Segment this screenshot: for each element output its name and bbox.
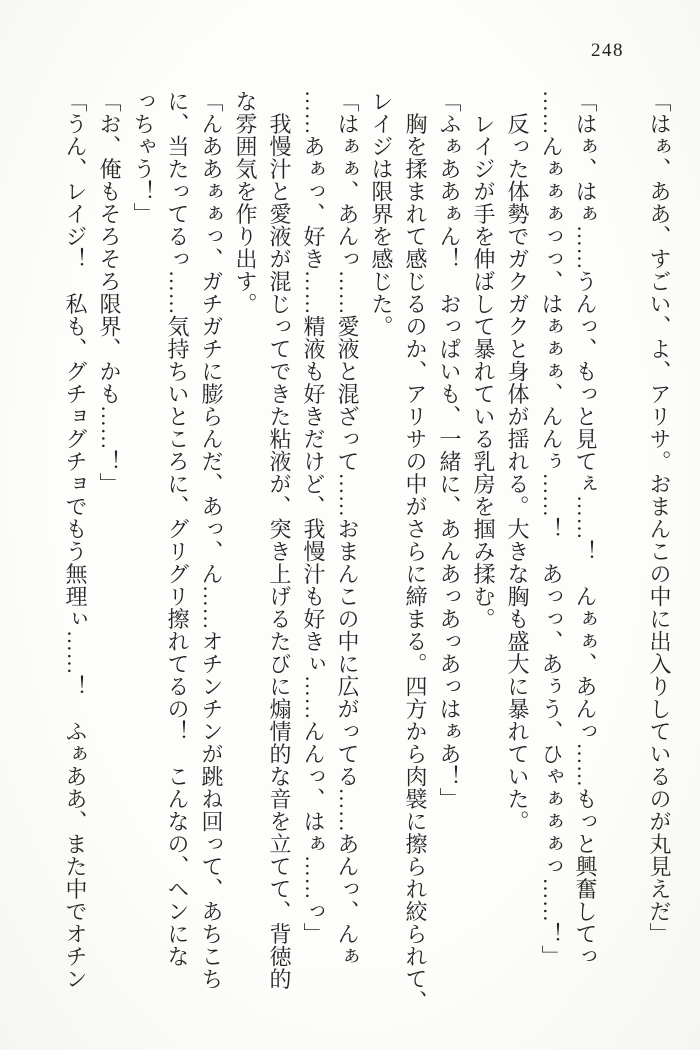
- text-column: に、当たってるっ……気持ちいところに、グリグリ擦れてるの！ こんなの、ヘンにな: [165, 90, 190, 968]
- text-column: 反った体勢でガクガクと身体が揺れる。大きな胸も盛大に暴れていた。: [505, 90, 530, 833]
- text-column: 「ふぁああぁん！ おっぱいも、一緒に、あんあっあっあっはぁあ！」: [437, 90, 462, 810]
- page-number: 248: [591, 40, 624, 61]
- text-column: 「お、俺もそろそろ限界、かも……！」: [97, 90, 122, 495]
- text-column: ……んぁぁぁっっ、はぁぁぁ、んんぅ……！ あっっ、あぅう、ひゃぁぁぁっ……！」: [539, 90, 564, 968]
- text-column: レイジは限界を感じた。: [369, 90, 394, 338]
- text-column: 「はぁ、はぁ……うんっ、もっと見てぇ……！ んぁぁ、あんっ……もっと興奮してっ: [573, 90, 598, 968]
- text-column: ……あぁっ、好き……精液も好きだけど、我慢汁も好きぃ……んんっ、はぁ……っ」: [301, 90, 326, 945]
- text-column: っちゃう！」: [131, 90, 156, 225]
- text-column: 「んああぁぁっ、ガチガチに膨らんだ、あっ、ん……オチンチンが跳ね回って、あちこち: [199, 90, 224, 990]
- vertical-text-block: [58, 90, 676, 1035]
- text-column: 「うん、レイジ！ 私も、グチョグチョでもう無理ぃ……！ ふぁああ、また中でオチン: [63, 90, 88, 990]
- text-column: 胸を揉まれて感じるのか、アリサの中がさらに締まる。四方から肉襞に擦られ絞られて、: [403, 90, 428, 1013]
- text-column: 「はぁぁ、あんっ……愛液と混ざって……おまんこの中に広がってる……あんっ、んぁ: [335, 90, 360, 968]
- text-column: 我慢汁と愛液が混じってできた粘液が、突き上げるたびに煽情的な音を立てて、背徳的: [267, 90, 292, 990]
- text-column: 「はぁ、ああ、すごい、よ、アリサ。おまんこの中に出入りしているのが丸見えだ」: [647, 90, 672, 945]
- text-column: レイジが手を伸ばして暴れている乳房を掴み揉む。: [471, 90, 496, 630]
- text-column: な雰囲気を作り出す。: [233, 90, 258, 315]
